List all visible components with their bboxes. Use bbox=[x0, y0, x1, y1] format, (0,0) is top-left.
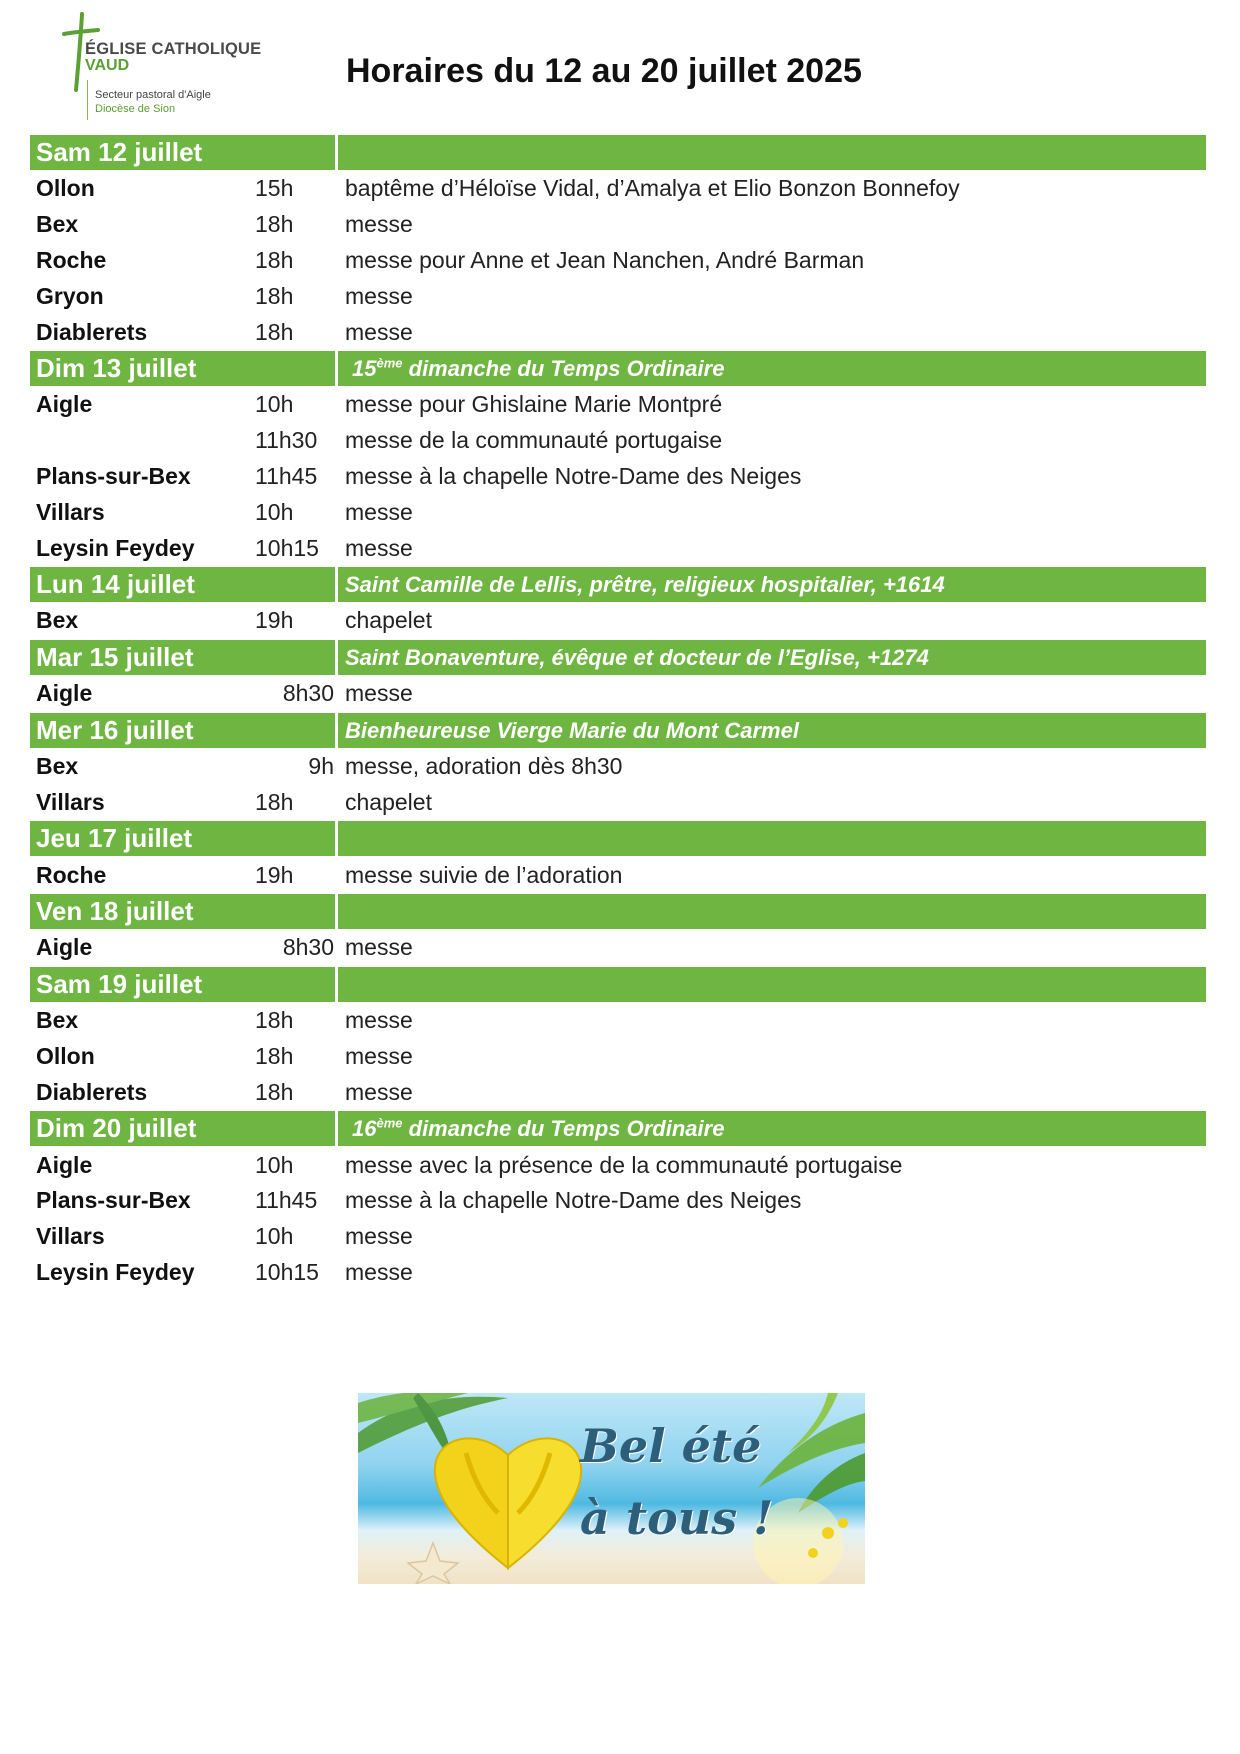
event-time: 18h bbox=[255, 1042, 294, 1069]
event-row bbox=[30, 603, 1206, 639]
event-description: messe bbox=[345, 1223, 413, 1250]
event-time: 10h15 bbox=[255, 534, 319, 561]
event-place: Aigle bbox=[36, 391, 93, 418]
day-header bbox=[30, 351, 1206, 386]
note-ordinal-suffix: ème bbox=[376, 1115, 403, 1131]
event-row bbox=[30, 423, 1206, 459]
event-place: Ollon bbox=[36, 1042, 95, 1069]
event-place: Aigle bbox=[36, 1151, 93, 1178]
event-time: 10h15 bbox=[255, 1258, 319, 1285]
liturgical-note bbox=[338, 135, 1206, 170]
event-row bbox=[30, 676, 1206, 712]
event-row bbox=[30, 1219, 1206, 1255]
greeting-line-1: Bel été bbox=[580, 1419, 762, 1473]
event-time: 19h bbox=[255, 607, 294, 634]
liturgical-note bbox=[338, 894, 1206, 929]
day-header bbox=[30, 821, 1206, 856]
liturgical-note bbox=[338, 821, 1206, 856]
event-row bbox=[30, 1255, 1206, 1291]
event-place: Ollon bbox=[36, 175, 95, 202]
liturgical-note: Saint Camille de Lellis, prêtre, religieux hospitalier, +1614 bbox=[338, 567, 1206, 602]
event-time: 18h bbox=[255, 1007, 294, 1034]
liturgical-note: Bienheureuse Vierge Marie du Mont Carmel bbox=[338, 713, 1206, 748]
event-time: 18h bbox=[255, 318, 294, 345]
logo-line-3: Secteur pastoral d'Aigle bbox=[95, 89, 211, 101]
event-time: 19h bbox=[255, 861, 294, 888]
day-header bbox=[30, 640, 1206, 675]
event-time: 11h45 bbox=[255, 1187, 318, 1214]
event-place: Diablerets bbox=[36, 1078, 148, 1105]
event-time: 11h45 bbox=[255, 462, 318, 489]
note-ordinal-suffix: ème bbox=[376, 355, 403, 371]
event-time: 18h bbox=[255, 246, 294, 273]
event-place: Aigle bbox=[36, 680, 93, 707]
event-place: Bex bbox=[36, 607, 79, 634]
day-header bbox=[30, 1111, 1206, 1146]
event-description: chapelet bbox=[345, 607, 432, 634]
event-time: 10h bbox=[255, 391, 294, 418]
event-row bbox=[30, 243, 1206, 279]
event-place: Villars bbox=[36, 1223, 105, 1250]
event-row bbox=[30, 1003, 1206, 1039]
event-place: Roche bbox=[36, 246, 107, 273]
event-row bbox=[30, 1183, 1206, 1219]
event-row bbox=[30, 171, 1206, 207]
event-row bbox=[30, 1074, 1206, 1110]
event-row bbox=[30, 530, 1206, 566]
logo bbox=[62, 12, 262, 122]
event-description: messe bbox=[345, 934, 413, 961]
event-time: 10h bbox=[255, 1151, 294, 1178]
event-row bbox=[30, 387, 1206, 423]
event-description: messe bbox=[345, 498, 413, 525]
liturgical-note bbox=[338, 351, 1206, 386]
note-text: dimanche du Temps Ordinaire bbox=[402, 355, 725, 381]
event-time: 18h bbox=[255, 282, 294, 309]
day-header bbox=[30, 894, 1206, 929]
event-row bbox=[30, 1147, 1206, 1183]
note-text: dimanche du Temps Ordinaire bbox=[402, 1116, 725, 1142]
event-time: 18h bbox=[255, 1078, 294, 1105]
day-label: Jeu 17 juillet bbox=[30, 821, 335, 856]
event-place: Aigle bbox=[36, 934, 93, 961]
day-label: Mer 16 juillet bbox=[30, 713, 335, 748]
event-description: messe bbox=[345, 211, 413, 238]
logo-line-2: VAUD bbox=[85, 57, 130, 74]
event-description: messe bbox=[345, 1042, 413, 1069]
flip-flop-icon bbox=[435, 1438, 581, 1568]
day-header bbox=[30, 135, 1206, 170]
event-description: chapelet bbox=[345, 788, 432, 815]
event-row bbox=[30, 314, 1206, 350]
event-place: Leysin Feydey bbox=[36, 1258, 195, 1285]
page-title: Horaires du 12 au 20 juillet 2025 bbox=[346, 52, 862, 90]
liturgical-note: Saint Bonaventure, évêque et docteur de l’Eglise, +1274 bbox=[338, 640, 1206, 675]
event-description: messe à la chapelle Notre-Dame des Neiges bbox=[345, 462, 802, 489]
day-label: Lun 14 juillet bbox=[30, 567, 335, 602]
event-place: Diablerets bbox=[36, 318, 148, 345]
day-label: Mar 15 juillet bbox=[30, 640, 335, 675]
schedule-table bbox=[30, 134, 1206, 1290]
event-place: Roche bbox=[36, 861, 107, 888]
day-label: Sam 12 juillet bbox=[30, 135, 335, 170]
event-row bbox=[30, 749, 1206, 785]
event-description: messe bbox=[345, 282, 413, 309]
event-time: 15h bbox=[255, 175, 294, 202]
event-time: 9h bbox=[308, 752, 334, 779]
day-label: Ven 18 juillet bbox=[30, 894, 335, 929]
event-time: 18h bbox=[255, 211, 294, 238]
event-row bbox=[30, 459, 1206, 495]
note-number: 16 bbox=[352, 1116, 377, 1142]
event-description: messe bbox=[345, 1078, 413, 1105]
event-place: Plans-sur-Bex bbox=[36, 462, 191, 489]
event-description: messe à la chapelle Notre-Dame des Neiges bbox=[345, 1187, 802, 1214]
event-time: 10h bbox=[255, 1223, 294, 1250]
event-description: messe bbox=[345, 318, 413, 345]
event-place: Bex bbox=[36, 1007, 79, 1034]
event-row bbox=[30, 857, 1206, 893]
event-row bbox=[30, 930, 1206, 966]
note-number: 15 bbox=[352, 355, 377, 381]
day-label: Dim 13 juillet bbox=[30, 351, 335, 386]
event-row bbox=[30, 278, 1206, 314]
event-place: Villars bbox=[36, 498, 105, 525]
event-time: 18h bbox=[255, 788, 294, 815]
event-place: Bex bbox=[36, 211, 79, 238]
event-description: messe pour Anne et Jean Nanchen, André Barman bbox=[345, 246, 865, 273]
event-place: Bex bbox=[36, 752, 79, 779]
event-time: 11h30 bbox=[255, 427, 318, 454]
event-row bbox=[30, 207, 1206, 243]
event-description: baptême d’Héloïse Vidal, d’Amalya et Elio Bonzon Bonnefoy bbox=[345, 175, 960, 202]
event-description: messe, adoration dès 8h30 bbox=[345, 752, 623, 779]
event-time: 10h bbox=[255, 498, 294, 525]
logo-line-4: Diocèse de Sion bbox=[95, 103, 176, 115]
logo-line-1: ÉGLISE CATHOLIQUE bbox=[85, 40, 262, 58]
event-time: 8h30 bbox=[282, 934, 334, 961]
event-description: messe de la communauté portugaise bbox=[345, 427, 723, 454]
liturgical-note bbox=[338, 1111, 1206, 1146]
palm-leaf-icon bbox=[758, 1393, 865, 1513]
event-place: Plans-sur-Bex bbox=[36, 1187, 191, 1214]
day-header bbox=[30, 567, 1206, 602]
event-description: messe suivie de l’adoration bbox=[345, 861, 623, 888]
event-place: Villars bbox=[36, 788, 105, 815]
event-row bbox=[30, 494, 1206, 530]
greeting-line-2: à tous ! bbox=[580, 1491, 774, 1545]
day-header bbox=[30, 967, 1206, 1002]
event-description: messe bbox=[345, 1258, 413, 1285]
event-place: Leysin Feydey bbox=[36, 534, 195, 561]
day-label: Sam 19 juillet bbox=[30, 967, 335, 1002]
event-description: messe pour Ghislaine Marie Montpré bbox=[345, 391, 723, 418]
logo-divider bbox=[87, 80, 88, 120]
event-place: Gryon bbox=[36, 282, 104, 309]
summer-greeting-image bbox=[358, 1393, 865, 1584]
event-time: 8h30 bbox=[282, 680, 334, 707]
event-description: messe bbox=[345, 1007, 413, 1034]
event-row bbox=[30, 784, 1206, 820]
event-row bbox=[30, 1039, 1206, 1075]
day-header bbox=[30, 713, 1206, 748]
event-description: messe avec la présence de la communauté portugaise bbox=[345, 1151, 903, 1178]
liturgical-note bbox=[338, 967, 1206, 1002]
day-label: Dim 20 juillet bbox=[30, 1111, 335, 1146]
event-description: messe bbox=[345, 680, 413, 707]
starfish-icon bbox=[408, 1543, 458, 1584]
event-description: messe bbox=[345, 534, 413, 561]
